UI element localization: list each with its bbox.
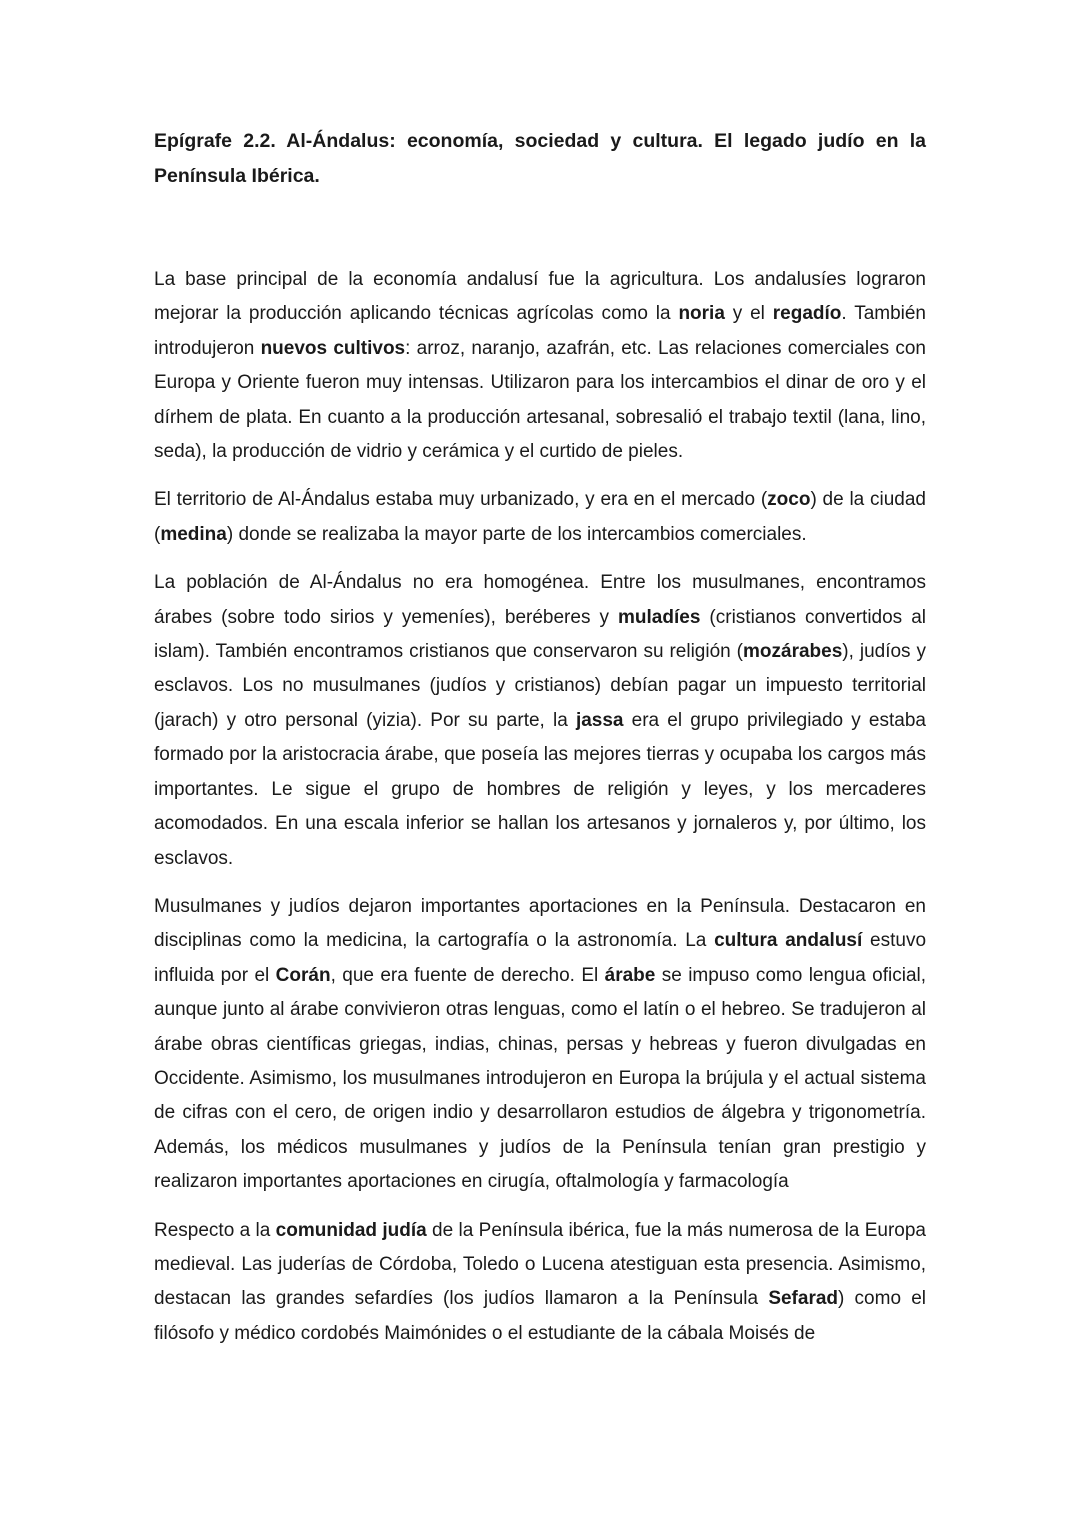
page-title: Epígrafe 2.2. Al-Ándalus: economía, sociedad y cultura. El legado judío en la Península Ibérica. bbox=[154, 130, 926, 187]
paragraph-2: El territorio de Al-Ándalus estaba muy urbanizado, y era en el mercado (zoco) de la ciudad (medina) donde se realizaba la mayor parte de los intercambios comerciales. bbox=[154, 489, 927, 545]
paragraph-5: Respecto a la comunidad judía de la Península ibérica, fue la más numerosa de la Europa medieval. Las juderías de Córdoba, Toledo o Lucena atestiguan esta presencia. Asimismo, destacan las grandes sefardíes (los judíos llamaron a la Península Sefarad) como el filósofo y médico cordobés Maimónides o el estudiante de la cábala Moisés de bbox=[154, 1219, 927, 1344]
bold-term: zoco bbox=[767, 489, 811, 511]
bold-term: medina bbox=[160, 523, 227, 545]
bold-term: nuevos cultivos bbox=[260, 337, 406, 359]
document-body bbox=[154, 263, 926, 1351]
bold-term: cultura andalusí bbox=[714, 930, 863, 952]
bold-term: jassa bbox=[575, 709, 624, 731]
paragraph-3: La población de Al-Ándalus no era homogénea. Entre los musulmanes, encontramos árabes (sobre todo sirios y yemeníes), beréberes y muladíes (cristianos convertidos al islam). También encontramos cristianos que conservaron su religión (mozárabes), judíos y esclavos. Los no musulmanes (judíos y cristianos) debían pagar un impuesto territorial (jarach) y otro personal (yizia). Por su parte, la jassa era el grupo privilegiado y estaba formado por la aristocracia árabe, que poseía las mejores tierras y ocupaba los cargos más importantes. Le sigue el grupo de hombres de religión y leyes, y los mercaderes acomodados. En una escala inferior se hallan los artesanos y jornaleros y, por último, los esclavos. bbox=[154, 572, 927, 869]
bold-term: Corán bbox=[275, 964, 331, 986]
paragraph-4: Musulmanes y judíos dejaron importantes aportaciones en la Península. Destacaron en disciplinas como la medicina, la cartografía o la astronomía. La cultura andalusí estuvo influida por el Corán, que era fuente de derecho. El árabe se impuso como lengua oficial, aunque junto al árabe convivieron otras lenguas, como el latín o el hebreo. Se tradujeron al árabe obras científicas griegas, indias, chinas, persas y hebreas y fueron divulgadas en Occidente. Asimismo, los musulmanes introdujeron en Europa la brújula y el actual sistema de cifras con el cero, de origen indio y desarrollaron estudios de álgebra y trigonometría. Además, los médicos musulmanes y judíos de la Península tenían gran prestigio y realizaron importantes aportaciones en cirugía, oftalmología y farmacología bbox=[154, 895, 927, 1193]
paragraph-1: La base principal de la economía andalusí fue la agricultura. Los andalusíes lograron mejorar la producción aplicando técnicas agrícolas como la noria y el regadío. También introdujeron nuevos cultivos: arroz, naranjo, azafrán, etc. Las relaciones comerciales con Europa y Oriente fueron muy intensas. Utilizaron para los intercambios el dinar de oro y el dírhem de plata. En cuanto a la producción artesanal, sobresalió el trabajo textil (lana, lino, seda), la producción de vidrio y cerámica y el curtido de pieles. bbox=[154, 269, 927, 463]
bold-term: regadío bbox=[772, 303, 842, 325]
bold-term: muladíes bbox=[618, 606, 701, 628]
bold-term: noria bbox=[678, 303, 725, 325]
bold-term: mozárabes bbox=[743, 641, 843, 663]
bold-term: comunidad judía bbox=[275, 1219, 427, 1241]
bold-term: Sefarad bbox=[768, 1288, 839, 1310]
bold-term: árabe bbox=[604, 964, 656, 986]
